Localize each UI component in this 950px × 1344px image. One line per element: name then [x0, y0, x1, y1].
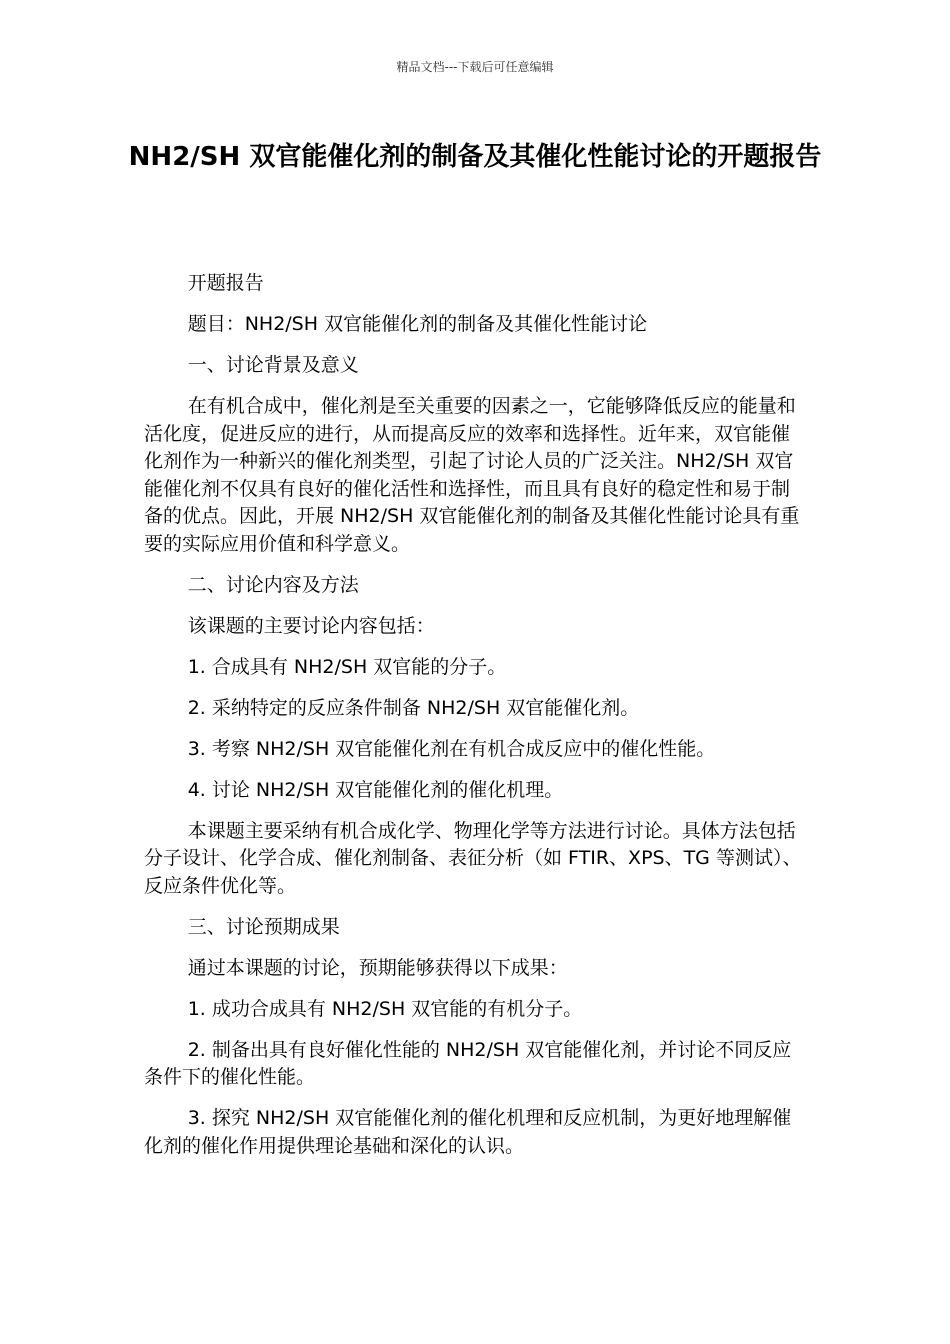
- content-item-4: 4. 讨论 NH2/SH 双官能催化剂的催化机理。: [187, 778, 564, 801]
- section-label-report: 开题报告: [187, 272, 264, 294]
- document-title: NH2/SH 双官能催化剂的制备及其催化性能讨论的开题报告: [128, 142, 822, 172]
- content-intro: 该课题的主要讨论内容包括：: [187, 614, 435, 637]
- header-note: 精品文档---下载后可任意编辑: [396, 60, 554, 74]
- content-item-2: 2. 采纳特定的反应条件制备 NH2/SH 双官能催化剂。: [187, 696, 640, 719]
- method-paragraph: 本课题主要采纳有机合成化学、物理化学等方法进行讨论。具体方法包括分子设计、化学合成、催化剂制备、表征分析（如 FTIR、XPS、TG 等测试）、反应条件优化等。: [144, 819, 802, 897]
- section-heading-content-method: 二、讨论内容及方法: [187, 573, 359, 596]
- section-heading-background: 一、讨论背景及意义: [187, 354, 359, 376]
- results-intro: 通过本课题的讨论，预期能够获得以下成果：: [187, 956, 568, 979]
- result-item-2: 2. 制备出具有良好催化性能的 NH2/SH 双官能催化剂，并讨论不同反应条件下的催化性能。: [144, 1038, 792, 1088]
- content-item-1: 1. 合成具有 NH2/SH 双官能的分子。: [187, 655, 507, 678]
- topic-line: 题目：NH2/SH 双官能催化剂的制备及其催化性能讨论: [187, 313, 648, 335]
- document-body: [144, 270, 806, 1160]
- background-paragraph: 在有机合成中，催化剂是至关重要的因素之一，它能够降低反应的能量和活化度，促进反应的进行，从而提高反应的效率和选择性。近年来，双官能催化剂作为一种新兴的催化剂类型，引起了讨论人员的广泛关注。NH2/SH 双官能催化剂不仅具有良好的催化活性和选择性，而且具有良好的稳定性和易于制备的优点。因此，开展 NH2/SH 双官能催化剂的制备及其催化性能讨论具有重要的实际应用价值和科学意义。: [144, 395, 800, 555]
- section-heading-expected-results: 三、讨论预期成果: [187, 915, 340, 938]
- result-item-1: 1. 成功合成具有 NH2/SH 双官能的有机分子。: [187, 997, 583, 1020]
- result-item-3: 3. 探究 NH2/SH 双官能催化剂的催化机理和反应机制，为更好地理解催化剂的催化作用提供理论基础和深化的认识。: [144, 1107, 792, 1157]
- content-item-3: 3. 考察 NH2/SH 双官能催化剂在有机合成反应中的催化性能。: [187, 737, 716, 760]
